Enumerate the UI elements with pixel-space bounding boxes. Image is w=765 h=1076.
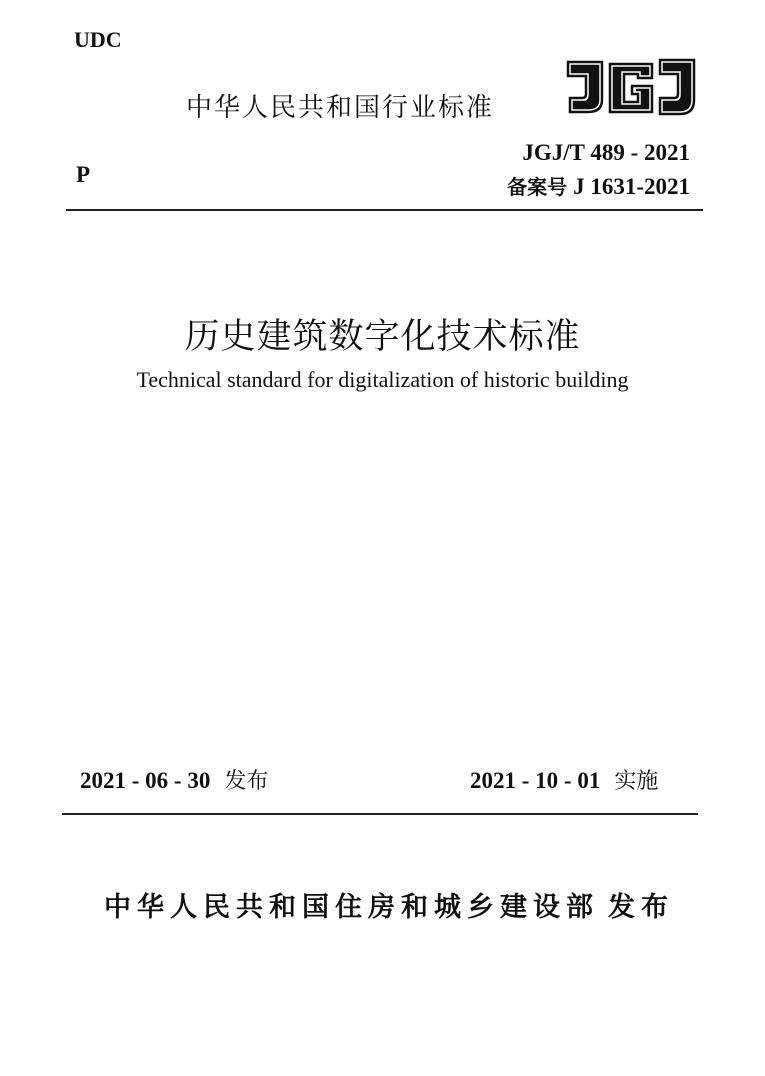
publisher-label: 发布 <box>608 892 674 923</box>
record-number: J 1631-2021 <box>573 174 690 199</box>
footer-divider <box>62 813 698 815</box>
document-title-chinese: 历史建筑数字化技术标准 <box>184 317 581 357</box>
record-number-line <box>507 171 690 200</box>
effective-date-line <box>470 764 658 795</box>
category-letter: P <box>76 162 91 187</box>
record-label: 备案号 <box>507 175 568 199</box>
effective-label: 实施 <box>614 769 659 794</box>
udc-label: UDC <box>74 27 122 52</box>
publisher-name: 中华人民共和国住房和城乡建设部 <box>104 892 599 923</box>
issue-date: 2021 - 06 - 30 <box>80 768 211 793</box>
jgj-logo <box>562 56 698 118</box>
industry-standard-title: 中华人民共和国行业标准 <box>186 93 495 123</box>
effective-date: 2021 - 10 - 01 <box>470 768 601 793</box>
document-title-english: Technical standard for digitalization of historic building <box>136 367 629 392</box>
header-divider <box>66 209 703 211</box>
issue-date-line <box>80 764 268 795</box>
issue-label: 发布 <box>224 769 269 794</box>
standard-code: JGJ/T 489 - 2021 <box>522 140 690 165</box>
